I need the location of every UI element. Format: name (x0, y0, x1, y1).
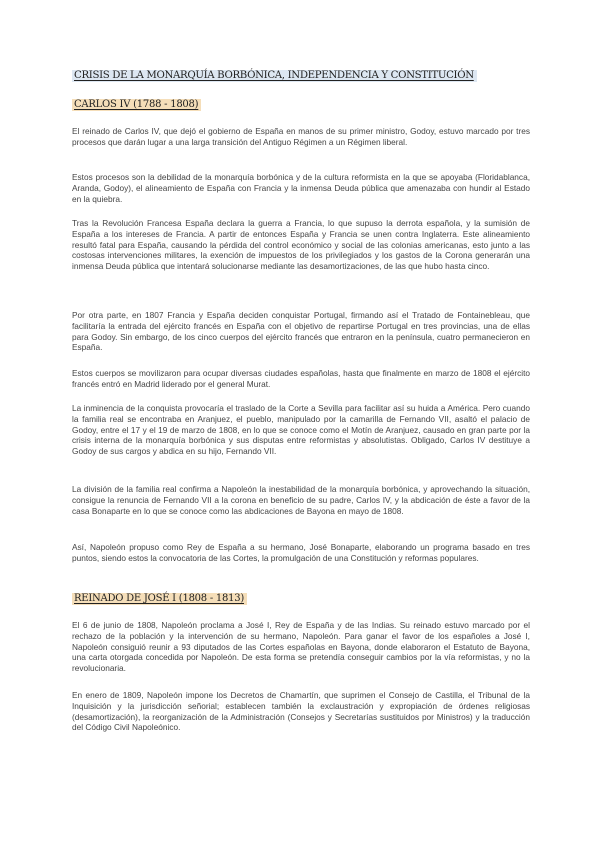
paragraph: Así, Napoleón propuso como Rey de España a su hermano, José Bonaparte, elaborando un programa basado en tres puntos, siendo estos la convocatoria de las Cortes, la promulgación de una Constitución y reformas populares. (72, 542, 530, 563)
paragraph: Por otra parte, en 1807 Francia y España deciden conquistar Portugal, firmando así el Tratado de Fontainebleau, que facilitaría la entrada del ejército francés en España con el objetivo de repartirse Portugal en tres provincias, una de ellas para Godoy. Sin embargo, de los cinco cuerpos del ejército francés que entraron en la península, cuatro permanecieron en España. (72, 310, 530, 353)
paragraph: La división de la familia real confirma a Napoleón la inestabilidad de la monarquía borbónica, y aprovechando la situación, consigue la renuncia de Fernando VII a la corona en beneficio de su padre, Carlos IV, y la abdicación de éste a favor de la casa Bonaparte en lo que se conoce como las abdicaciones de Bayona en mayo de 1808. (72, 484, 530, 516)
paragraph: La inminencia de la conquista provocaría el traslado de la Corte a Sevilla para facilitar así su huida a América. Pero cuando la familia real se encontraba en Aranjuez, el pueblo, manipulado por la camarilla de Fernando VII, asaltó el palacio de Godoy, entre el 17 y el 19 de marzo de 1808, en lo que se conoce como el Motín de Aranjuez, causado en gran parte por la crisis interna de la monarquía borbónica y sus disputas entre reformistas y absolutistas. Obligado, Carlos IV destituye a Godoy de sus cargos y abdica en su hijo, Fernando VII. (72, 403, 530, 457)
paragraph: Estos procesos son la debilidad de la monarquía borbónica y de la cultura reformista en la que se apoyaba (Floridablanca, Aranda, Godoy), el alineamiento de España con Francia y la inmensa Deuda pública que amenazaba con hundir al Estado en la quiebra. (72, 172, 530, 204)
section-heading-carlos-iv: CARLOS IV (1788 - 1808) (72, 99, 201, 111)
paragraph: En enero de 1809, Napoleón impone los Decretos de Chamartín, que suprimen el Consejo de Castilla, el Tribunal de la Inquisición y la jurisdicción señorial; establecen también la exclaustración y expropiación de órdenes religiosas (desamortización), la reorganización de la Administración (Consejos y Secretarías sustituidos por Ministros) y la traducción del Código Civil Napoleónico. (72, 690, 530, 733)
paragraph: El reinado de Carlos IV, que dejó el gobierno de España en manos de su primer ministro, Godoy, estuvo marcado por tres procesos que darán lugar a una larga transición del Antiguo Régimen a un Régimen liberal. (72, 126, 530, 147)
paragraph: Tras la Revolución Francesa España declara la guerra a Francia, lo que supuso la derrota española, y la sumisión de España a los intereses de Francia. A partir de entonces España y Francia se unen contra Inglaterra. Este alineamiento resultó fatal para España, causando la pérdida del control económico y social de las colonias americanas, esto junto a las costosas intervenciones militares, la exención de impuestos de los privilegiados y los gastos de la Corona generarán una inmensa Deuda pública que intentará solucionarse mediante las desamortizaciones, de las que hubo hasta cinco. (72, 218, 530, 272)
document-title: CRISIS DE LA MONARQUÍA BORBÓNICA, INDEPENDENCIA Y CONSTITUCIÓN (72, 70, 477, 82)
paragraph: Estos cuerpos se movilizaron para ocupar diversas ciudades españolas, hasta que finalmente en marzo de 1808 el ejército francés entró en Madrid liderado por el general Murat. (72, 368, 530, 389)
section-heading-jose-i: REINADO DE JOSÉ I (1808 - 1813) (72, 593, 247, 605)
paragraph: El 6 de junio de 1808, Napoleón proclama a José I, Rey de España y de las Indias. Su reinado estuvo marcado por el rechazo de la población y la intervención de su hermano, Napoleón. Para ganar el favor de los españoles a José I, Napoleón consiguió reunir a 93 diputados de las Cortes españolas en Bayona, donde elaboraron el Estatuto de Bayona, una carta otorgada concedida por Napoleón. De esta forma se pretendía conseguir cambios por la vía reformistas, y no la revolucionaria. (72, 620, 530, 674)
